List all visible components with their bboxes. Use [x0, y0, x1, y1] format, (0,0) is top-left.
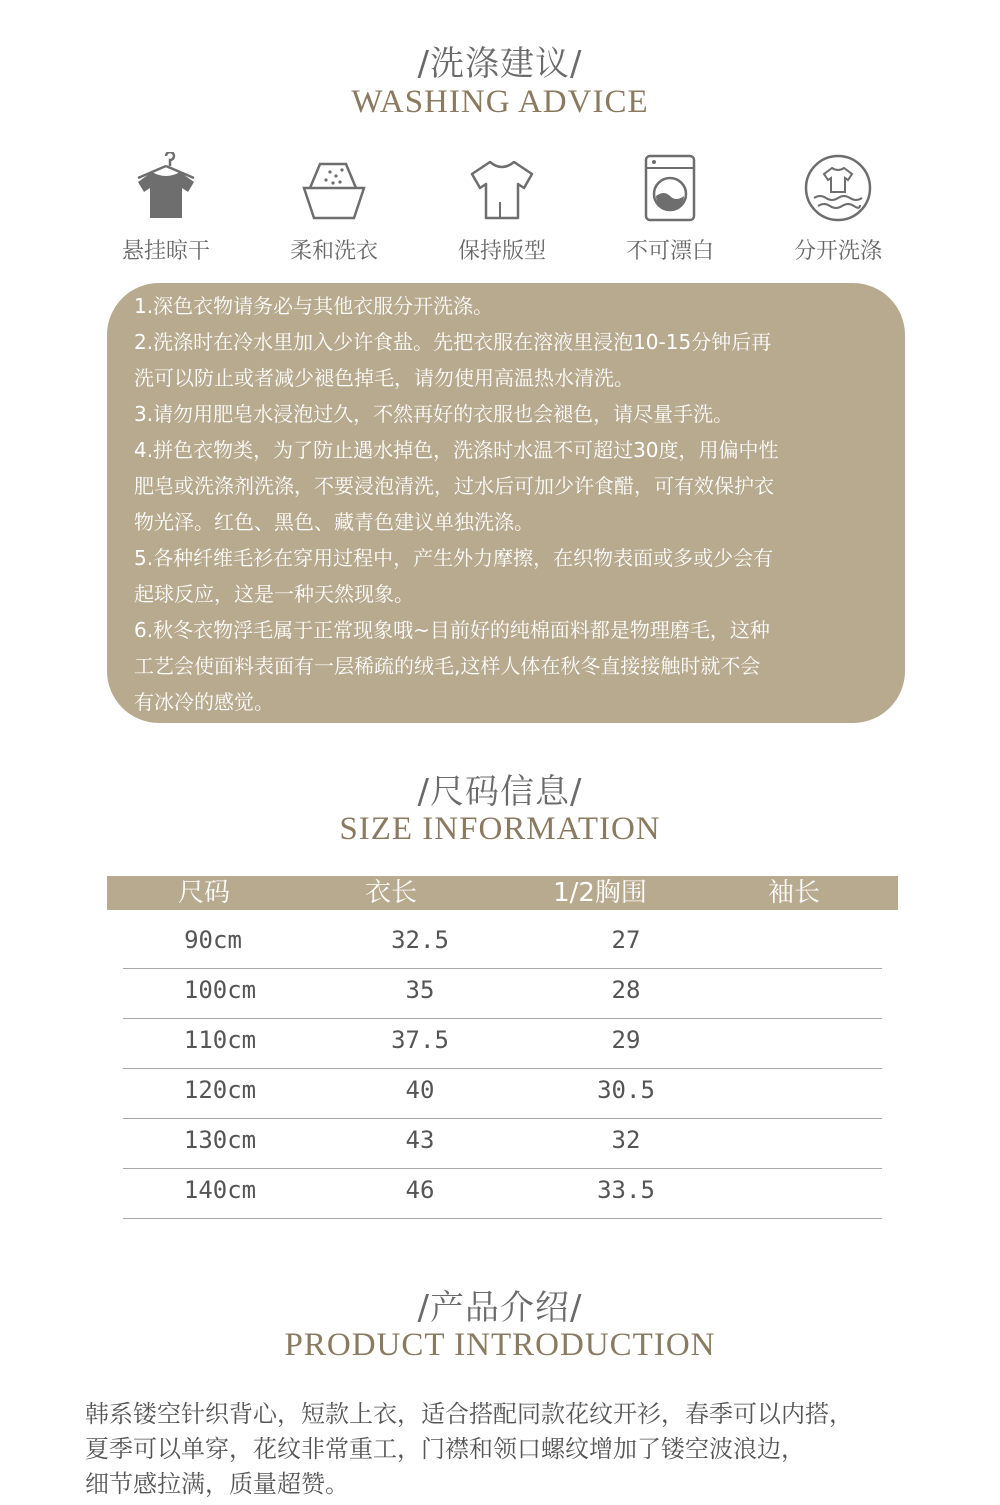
cell-chest: 28 [611, 976, 641, 1004]
cell-chest: 33.5 [597, 1176, 655, 1204]
cell-size: 110cm [183, 1026, 257, 1054]
icon-label: 柔和洗衣 [289, 239, 378, 264]
header-size: 尺码 [177, 878, 231, 908]
header-length: 衣长 [364, 878, 418, 908]
advice-line: 有冰冷的感觉。 [134, 690, 274, 714]
header-sleeve: 袖长 [767, 878, 821, 908]
header-chest: 1/2胸围 [553, 878, 647, 908]
intro-line: 细节感拉满，质量超赞。 [85, 1470, 349, 1498]
shirt-outline-icon [466, 152, 538, 224]
cell-chest: 30.5 [597, 1076, 655, 1104]
advice-line: 2.洗涤时在冷水里加入少许食盐。先把衣服在溶液里浸泡10-15分钟后再 [134, 330, 772, 354]
washing-icon-item [418, 152, 586, 272]
washing-title-cn: /洗涤建议/ [417, 44, 583, 84]
cell-chest: 32 [611, 1126, 641, 1154]
advice-line: 工艺会使面料表面有一层稀疏的绒毛,这样人体在秋冬直接接触时就不会 [134, 654, 761, 678]
table-row [123, 918, 882, 969]
washing-machine-icon [634, 152, 706, 224]
washing-icon-item [586, 152, 754, 272]
size-title-cn: /尺码信息/ [417, 772, 583, 812]
washing-title-en: WASHING ADVICE [351, 84, 649, 120]
advice-text [134, 288, 884, 720]
table-row [123, 968, 882, 1019]
advice-line: 1.深色衣物请务必与其他衣服分开洗涤。 [134, 294, 494, 318]
advice-line: 5.各种纤维毛衫在穿用过程中，产生外力摩擦，在织物表面或多或少会有 [134, 546, 774, 570]
table-row [123, 1018, 882, 1069]
icon-label: 分开洗涤 [793, 239, 882, 264]
cell-size: 90cm [184, 926, 242, 954]
cell-size: 120cm [183, 1076, 257, 1104]
cell-length: 40 [405, 1076, 435, 1104]
size-title-en: SIZE INFORMATION [339, 811, 661, 847]
cell-size: 100cm [183, 976, 257, 1004]
cell-length: 46 [405, 1176, 435, 1204]
intro-line: 韩系镂空针织背心，短款上衣，适合搭配同款花纹开衫，春季可以内搭， [85, 1400, 853, 1428]
product-title-en: PRODUCT INTRODUCTION [284, 1327, 716, 1363]
cell-length: 43 [405, 1126, 435, 1154]
table-row [123, 1168, 882, 1219]
advice-line: 物光泽。红色、黑色、藏青色建议单独洗涤。 [134, 510, 534, 534]
advice-line: 起球反应，这是一种天然现象。 [134, 582, 414, 606]
intro-line: 夏季可以单穿，花纹非常重工，门襟和领口螺纹增加了镂空波浪边， [85, 1435, 805, 1463]
icon-label: 保持版型 [457, 239, 546, 264]
cell-length: 32.5 [391, 926, 449, 954]
advice-line: 肥皂或洗涤剂洗涤，不要浸泡清洗，过水后可加少许食醋，可有效保护衣 [134, 474, 774, 498]
cell-chest: 27 [611, 926, 641, 954]
product-title-cn: /产品介绍/ [417, 1288, 583, 1328]
washing-icon-item [250, 152, 418, 272]
advice-line: 洗可以防止或者减少褪色掉毛，请勿使用高温热水清洗。 [134, 366, 634, 390]
cell-chest: 29 [611, 1026, 641, 1054]
washing-icon-item [82, 152, 250, 272]
gentle-wash-icon [298, 152, 370, 224]
advice-line: 4.拼色衣物类，为了防止遇水掉色，洗涤时水温不可超过30度，用偏中性 [134, 438, 779, 462]
cell-size: 140cm [183, 1176, 257, 1204]
icon-label: 悬挂晾干 [121, 239, 210, 264]
hanging-shirt-icon [130, 152, 202, 224]
cell-length: 35 [405, 976, 435, 1004]
washing-icons [82, 152, 922, 272]
size-table-header [107, 876, 898, 910]
advice-line: 6.秋冬衣物浮毛属于正常现象哦~目前好的纯棉面料都是物理磨毛，这种 [134, 618, 770, 642]
washing-icon-item [754, 152, 922, 272]
table-row [123, 1068, 882, 1119]
separate-wash-icon [802, 152, 874, 224]
table-row [123, 1118, 882, 1169]
cell-length: 37.5 [391, 1026, 449, 1054]
advice-line: 3.请勿用肥皂水浸泡过久，不然再好的衣服也会褪色，请尽量手洗。 [134, 402, 734, 426]
cell-size: 130cm [183, 1126, 257, 1154]
product-intro [85, 1397, 965, 1502]
icon-label: 不可漂白 [625, 239, 714, 264]
